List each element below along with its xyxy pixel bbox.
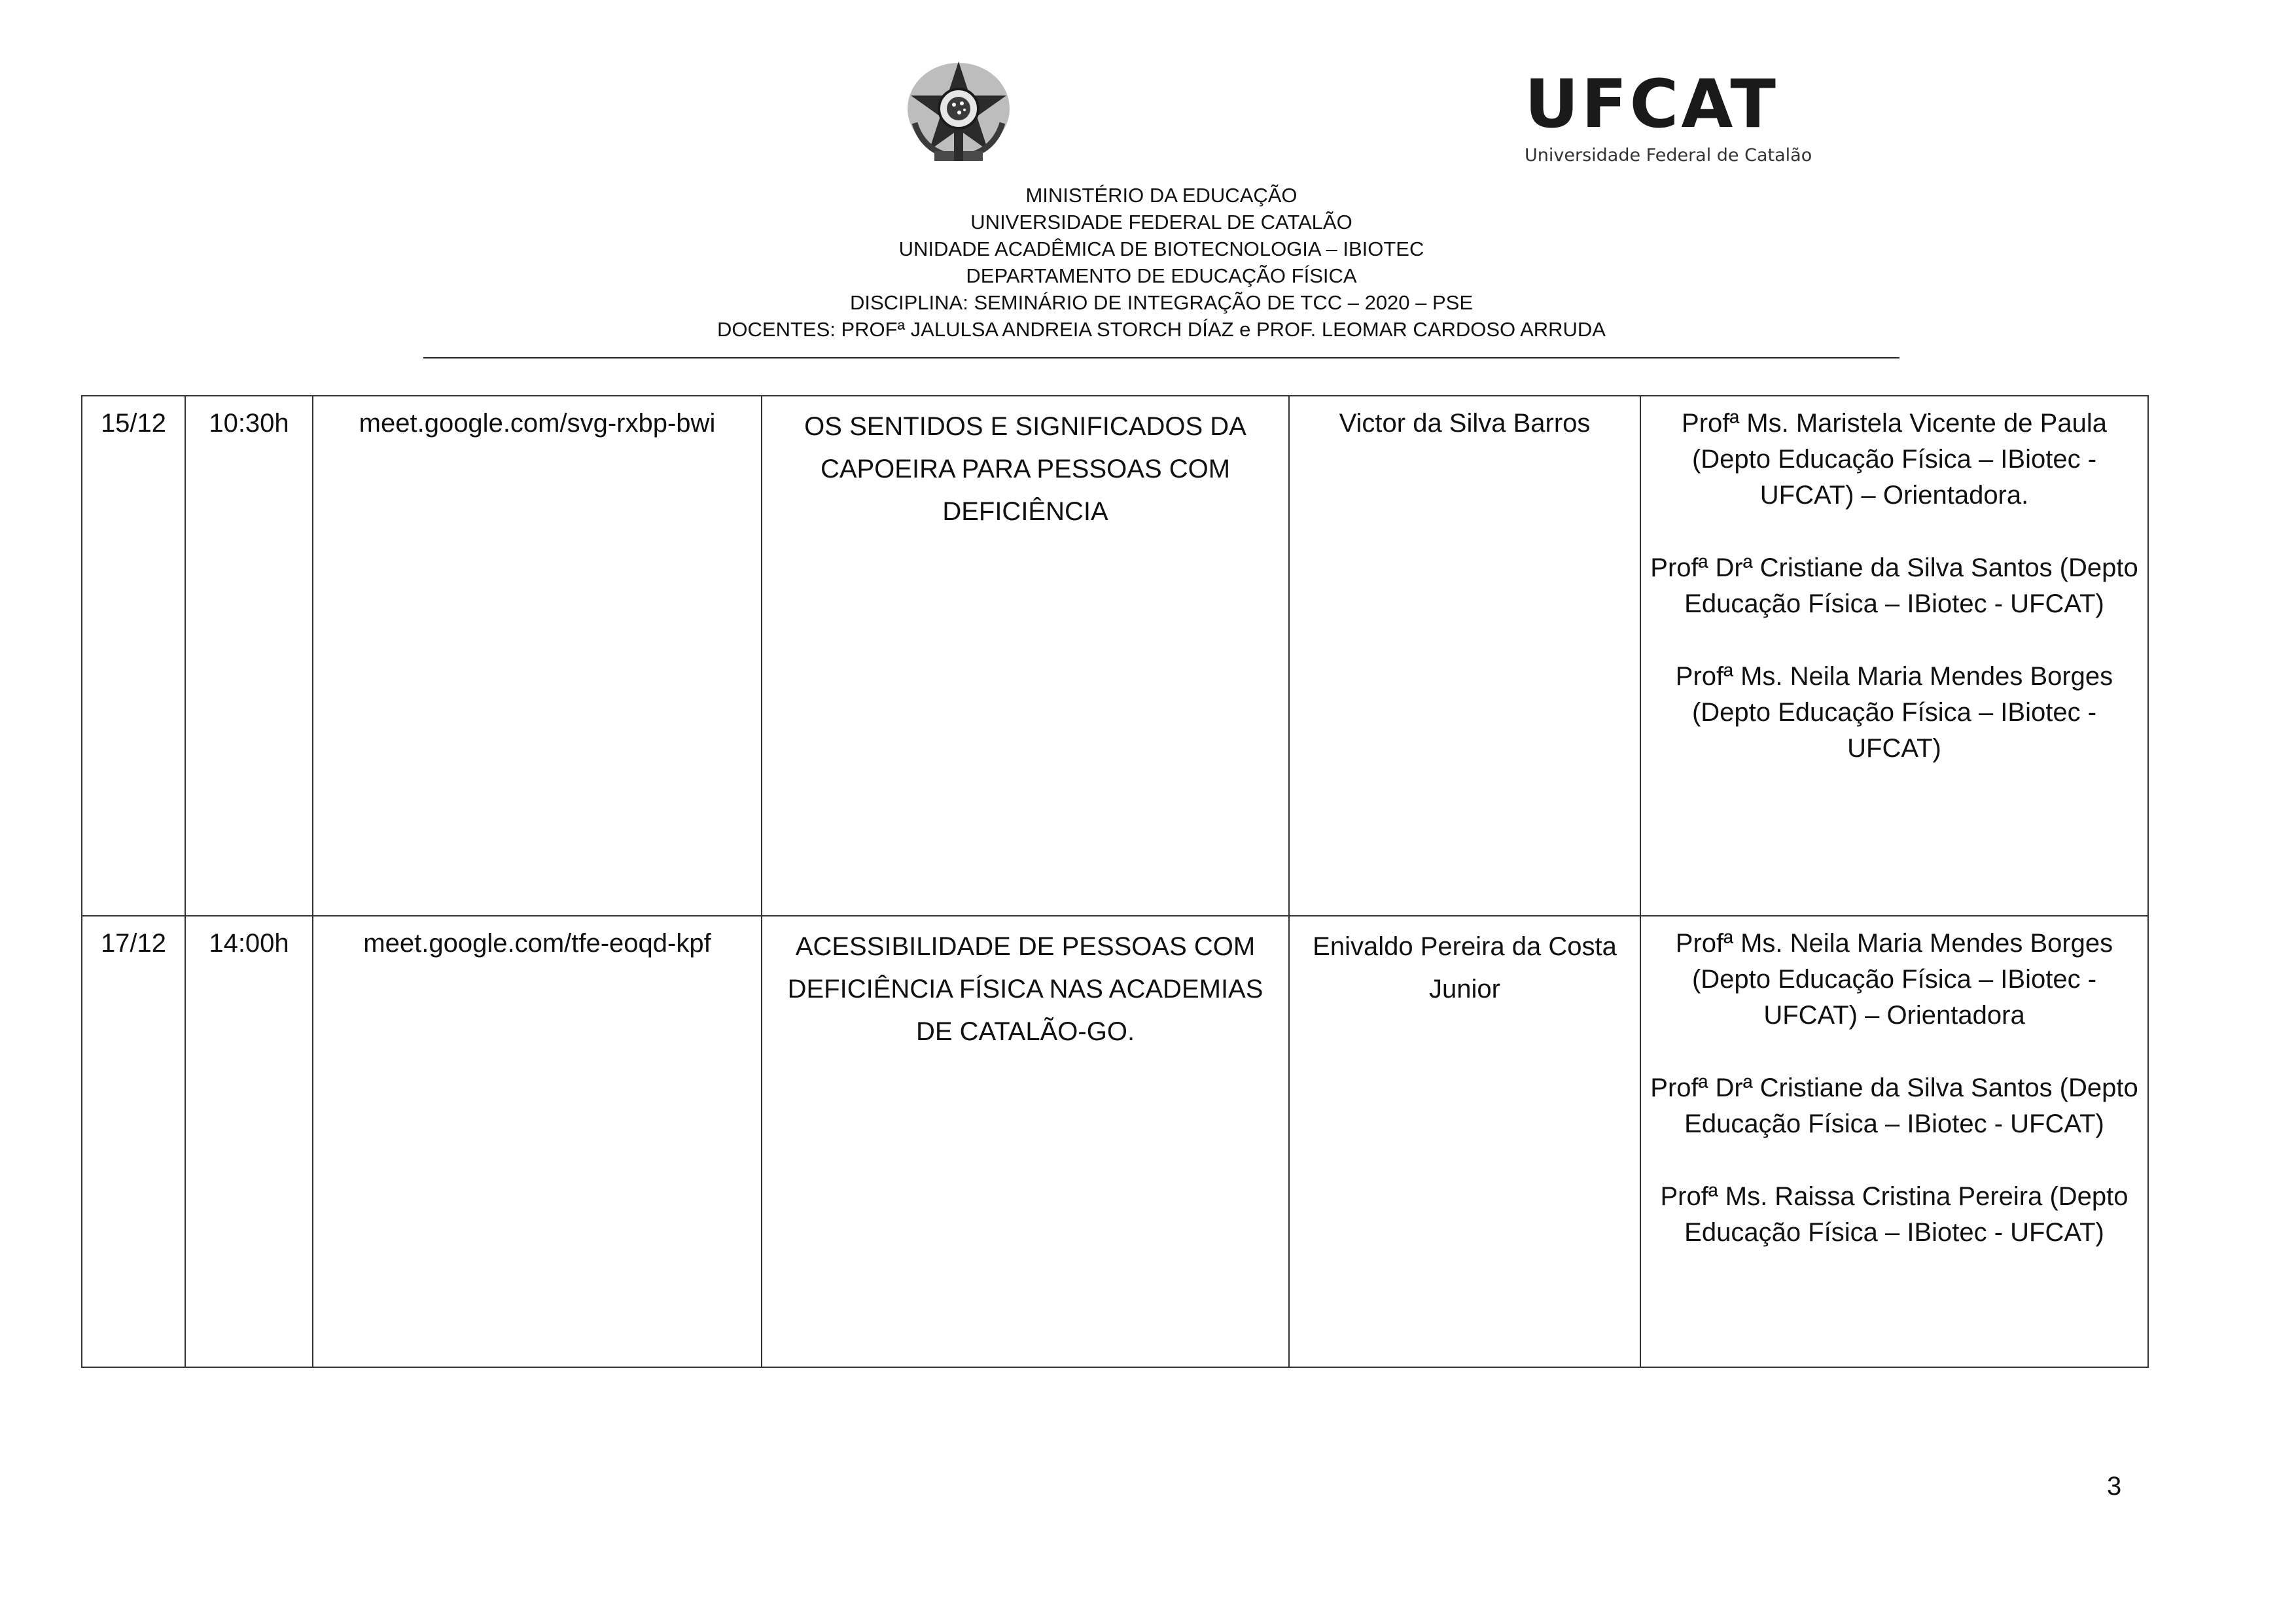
ministry-line: MINISTÉRIO DA EDUCAÇÃO: [1025, 184, 1298, 207]
table-row: [82, 916, 2148, 1367]
header-divider: [423, 357, 1899, 358]
university-line: UNIVERSIDADE FEDERAL DE CATALÃO: [970, 211, 1352, 234]
department-line: DEPARTAMENTO DE EDUCAÇÃO FÍSICA: [966, 264, 1357, 287]
coat-of-arms-graphic: [896, 58, 1021, 175]
page-number: 3: [2107, 1472, 2122, 1501]
defense-schedule-table: [81, 395, 2149, 1368]
committee-member: Profª Ms. Neila Maria Mendes Borges (Depto Educação Física – IBiotec - UFCAT) – Orientadora: [1675, 929, 2113, 1030]
committee-member: Profª Drª Cristiane da Silva Santos (Depto Educação Física – IBiotec - UFCAT): [1650, 1073, 2138, 1138]
date-cell: 15/12: [82, 396, 185, 916]
meeting-link-cell[interactable]: meet.google.com/svg-rxbp-bwi: [313, 396, 762, 916]
table-row: [82, 396, 2148, 916]
time-cell: 10:30h: [185, 396, 313, 916]
course-line: DISCIPLINA: SEMINÁRIO DE INTEGRAÇÃO DE TCC – 2020 – PSE: [849, 291, 1474, 314]
thesis-title-cell: OS SENTIDOS E SIGNIFICADOS DA CAPOEIRA PARA PESSOAS COM DEFICIÊNCIA: [762, 396, 1289, 916]
instructors-line: DOCENTES: PROFª JALULSA ANDREIA STORCH DÍAZ e PROF. LEOMAR CARDOSO ARRUDA: [717, 318, 1606, 341]
date-cell: 17/12: [82, 916, 185, 1367]
student-cell: Enivaldo Pereira da Costa Junior: [1289, 916, 1640, 1367]
committee-member: Profª Drª Cristiane da Silva Santos (Depto Educação Física – IBiotec - UFCAT): [1650, 553, 2138, 618]
logo-wordmark: UFCAT: [1525, 65, 1778, 143]
ufcat-logo: [1525, 65, 1812, 167]
institution-header: [425, 182, 1898, 343]
student-cell: Victor da Silva Barros: [1289, 396, 1640, 916]
committee-member: Profª Ms. Raissa Cristina Pereira (Depto Educação Física – IBiotec - UFCAT): [1660, 1182, 2128, 1247]
meeting-link-cell[interactable]: meet.google.com/tfe-eoqd-kpf: [313, 916, 762, 1367]
committee-member: Profª Ms. Maristela Vicente de Paula (Depto Educação Física – IBiotec - UFCAT) – Orientadora.: [1682, 409, 2107, 510]
logo-subtitle: Universidade Federal de Catalão: [1525, 145, 1812, 166]
brazil-coat-of-arms-icon: [896, 58, 1021, 175]
academic-unit-line: UNIDADE ACADÊMICA DE BIOTECNOLOGIA – IBIOTEC: [898, 237, 1424, 260]
committee-cell: [1640, 916, 2148, 1367]
committee-member: Profª Ms. Neila Maria Mendes Borges (Depto Educação Física – IBiotec - UFCAT): [1675, 662, 2113, 763]
time-cell: 14:00h: [185, 916, 313, 1367]
thesis-title-cell: ACESSIBILIDADE DE PESSOAS COM DEFICIÊNCIA FÍSICA NAS ACADEMIAS DE CATALÃO-GO.: [762, 916, 1289, 1367]
committee-cell: [1640, 396, 2148, 916]
